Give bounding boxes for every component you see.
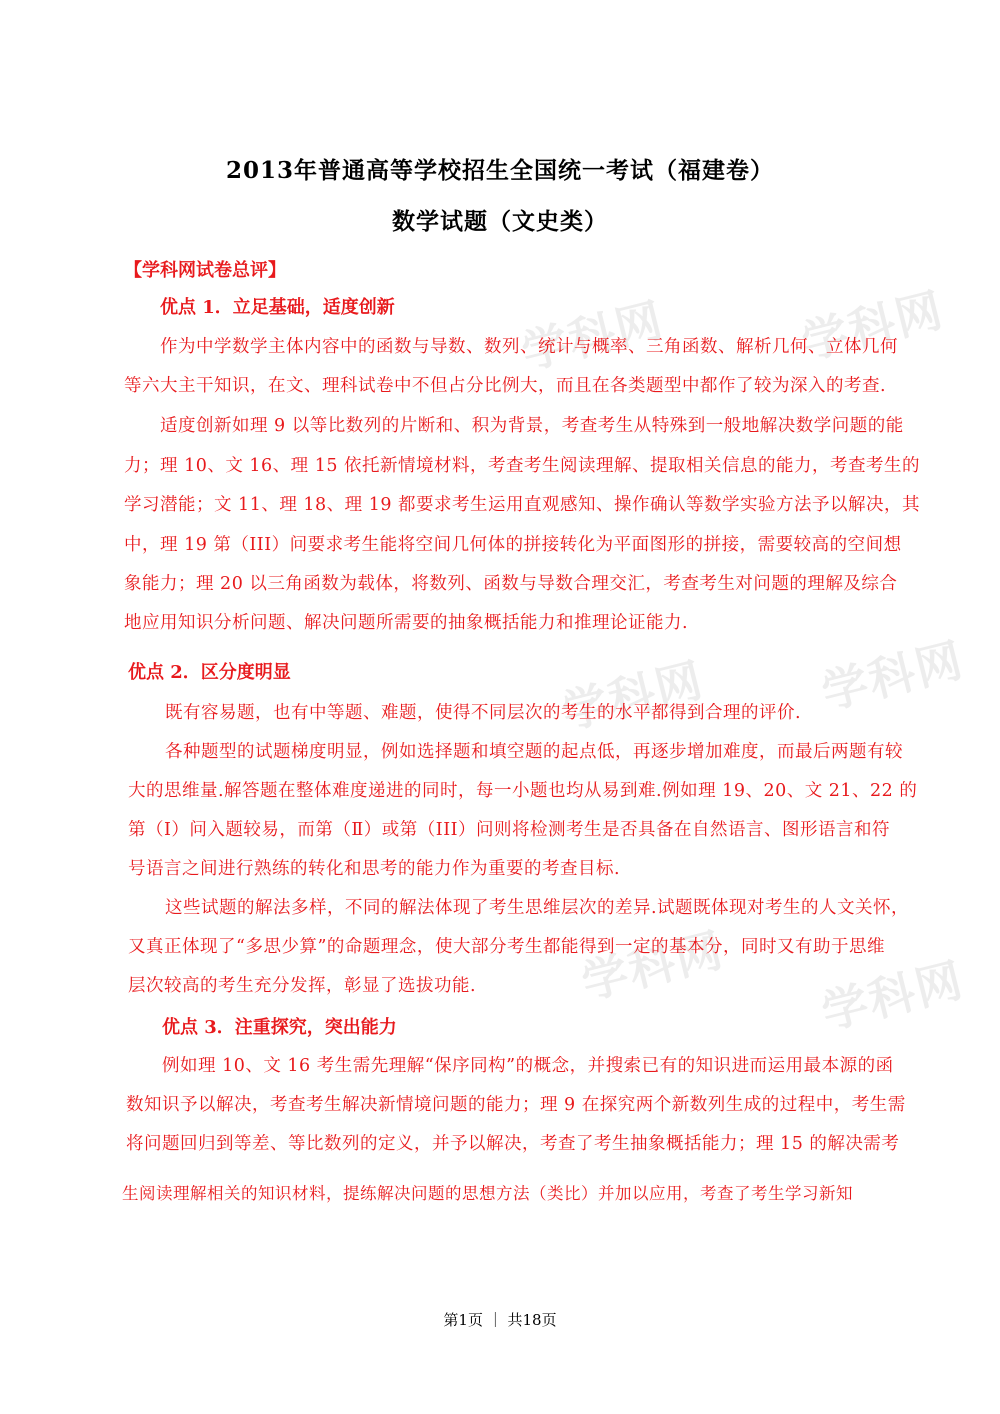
- page-subtitle: 数学试题（文史类）: [392, 208, 608, 235]
- section-2-line-3: 大的思维量.解答题在整体难度递进的同时，每一小题也均从易到难.例如理 19、20、文 21、22 的: [128, 781, 918, 801]
- section-2-line-6: 这些试题的解法多样，不同的解法体现了考生思维层次的差异.试题既体现对考生的人文关怀，: [165, 898, 910, 918]
- watermark-top: 学科网: [516, 292, 670, 380]
- section-1-line-2: 等六大主干知识，在文、理科试卷中不但占分比例大，而且在各类题型中都作了较为深入的考查.: [124, 376, 887, 396]
- section-1-line-8: 地应用知识分析问题、解决问题所需要的抽象概括能力和推理论证能力.: [124, 613, 689, 633]
- section-1-line-1: 作为中学数学主体内容中的函数与导数、数列、统计与概率、三角函数、解析几何、立体几何: [160, 337, 898, 357]
- section-3-line-4: 生阅读理解相关的知识材料，提练解决问题的思想方法（类比）并加以应用，考查了考生学习新知: [122, 1184, 853, 1203]
- watermark-lower: 学科网: [576, 922, 730, 1010]
- section-3-heading: 优点 3．注重探究，突出能力: [162, 1017, 397, 1038]
- watermark-middle: 学科网: [556, 652, 710, 740]
- section-1-line-4: 力；理 10、文 16、理 15 依托新情境材料，考查考生阅读理解、提取相关信息的能力，考查考生的: [124, 456, 921, 476]
- section-2-heading: 优点 2．区分度明显: [128, 662, 291, 683]
- watermark-top-right: 学科网: [796, 282, 950, 370]
- section-2-line-7: 又真正体现了“多思少算”的命题理念，使大部分考生都能得到一定的基本分，同时又有助于思维: [128, 937, 885, 957]
- section-2-line-1: 既有容易题，也有中等题、难题，使得不同层次的考生的水平都得到合理的评价.: [165, 703, 802, 723]
- section-1-line-6: 中，理 19 第（III）问要求考生能将空间几何体的拼接转化为平面图形的拼接，需要较高的空间想: [124, 535, 902, 555]
- watermark-lower-right: 学科网: [816, 952, 970, 1040]
- watermark-middle-right: 学科网: [816, 632, 970, 720]
- section-3-line-1: 例如理 10、文 16 考生需先理解“保序同构”的概念，并搜索已有的知识进而运用最本源的函: [162, 1056, 894, 1076]
- section-2-line-5: 号语言之间进行熟练的转化和思考的能力作为重要的考查目标.: [128, 859, 621, 879]
- section-1-line-3: 适度创新如理 9 以等比数列的片断和、积为背景，考查考生从特殊到一般地解决数学问题的能: [160, 416, 904, 436]
- section-3-line-3: 将问题回归到等差、等比数列的定义，并予以解决，考查了考生抽象概括能力；理 15 的解决需考: [126, 1134, 900, 1154]
- section-1-line-7: 象能力；理 20 以三角函数为载体，将数列、函数与导数合理交汇，考查考生对问题的理解及综合: [124, 574, 898, 594]
- section-3-line-2: 数知识予以解决，考查考生解决新情境问题的能力；理 9 在探究两个新数列生成的过程中，考生需: [126, 1095, 906, 1115]
- page-title: 2013年普通高等学校招生全国统一考试（福建卷）: [225, 157, 774, 184]
- review-heading: 【学科网试卷总评】: [124, 260, 286, 281]
- section-1-heading: 优点 1．立足基础，适度创新: [160, 297, 395, 318]
- section-2-line-4: 第（Ⅰ）问入题较易，而第（Ⅱ）或第（III）问则将检测考生是否具备在自然语言、图形语言和符: [128, 820, 891, 840]
- section-1-line-5: 学习潜能；文 11、理 18、理 19 都要求考生运用直观感知、操作确认等数学实验方法予以解决，其: [124, 495, 921, 515]
- section-2-line-8: 层次较高的考生充分发挥，彰显了选拔功能.: [128, 976, 477, 996]
- page-footer: 第1页 ｜ 共18页: [443, 1311, 557, 1329]
- section-2-line-2: 各种题型的试题梯度明显，例如选择题和填空题的起点低，再逐步增加难度，而最后两题有较: [165, 742, 903, 762]
